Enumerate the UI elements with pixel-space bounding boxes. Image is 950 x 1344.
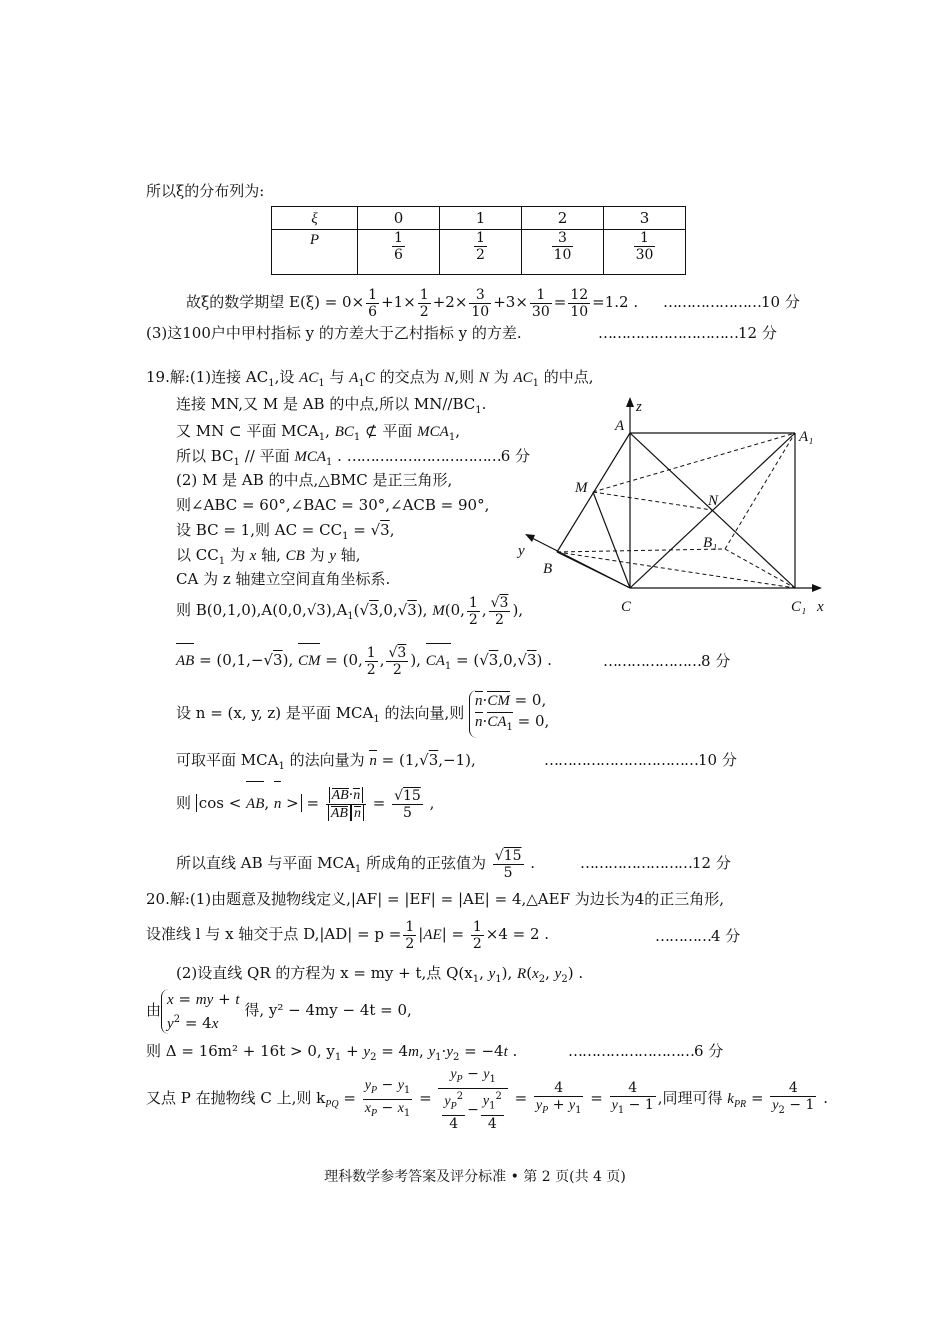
table-cell: ξ xyxy=(272,207,358,230)
q19-line-11: AB = (0,1,−√3), CM = (0, $\frac{1}{2}$ , $\frac{√3}{2}$ ), $CA_1 = (√3,0,√3)$ . xyxy=(176,642,552,685)
q20-line-6: 又点 P 在抛物线 C 上,则 $k_{PQ}$ = $\frac{y_P - y_1}{x_P - x_1}$ = $y_P - y_1$ $\frac{y_P^2}{4}$ − $\frac{y_1^2}{4}$ = $\frac{4}{y_P + y_1}$ = $\frac{4}{y_1 - 1}$ ,同理可得 $k_{PR}$ = $\frac{4}{y_2 - 1}$ . xyxy=(146,1066,828,1132)
label-a1: A₁ xyxy=(799,429,814,445)
label-n: N xyxy=(708,493,719,509)
label-x: x xyxy=(817,599,824,615)
table-cell: $\frac{1}{30}$ xyxy=(604,230,686,275)
table-cell: $\frac{1}{2}$ xyxy=(440,230,522,275)
q20-line-3: (2)设直线 QR 的方程为 x = my + t,点 $Q(x_1$, $y_1$), $R(x_2$, $y_2$) . xyxy=(176,964,584,985)
label-b: B xyxy=(543,561,553,577)
intro-line: 所以ξ的分布列为: xyxy=(146,182,265,200)
table-row xyxy=(272,230,686,275)
table-cell: 3 xyxy=(604,207,686,230)
label-c: C xyxy=(621,599,632,615)
score-mark: ……………………12 分 xyxy=(580,854,731,872)
y-arrow-icon xyxy=(525,534,535,542)
q19-line-1: 19.解:(1)连接 $AC_1$,设 $AC_1$ 与 $A_1C$ 的交点为 N,则 N 为 $AC_1$ 的中点, xyxy=(146,368,594,389)
q19-line-3: 又 MN ⊂ 平面 $MCA_1$, $BC_1$ ⊄ 平面 $MCA_1$, xyxy=(176,422,460,443)
q19-line-7: 设 BC = 1,则 AC = $CC_1 = √3$, xyxy=(176,521,395,542)
table-cell: 1 xyxy=(440,207,522,230)
q19-line-12: 设 n = (x, y, z) 是平面 $MCA_1$ 的法向量,则 n·CM = 0, $n\cdot CA_1 = 0$, xyxy=(176,690,549,742)
q19-line-8: 以 $CC_1$ 为 x 轴, CB 为 y 轴, xyxy=(176,546,361,567)
part3-line: (3)这100户中甲村指标 y 的方差大于乙村指标 y 的方差. xyxy=(146,324,522,342)
score-mark: …………………8 分 xyxy=(603,652,731,670)
x-arrow-icon xyxy=(812,584,822,592)
q20-line-4: 由x = my + t $y^2 = 4x$ 得, y² − 4my − 4t = 0, xyxy=(146,989,412,1032)
table-cell: 2 xyxy=(522,207,604,230)
q20-line-2: 设准线 l 与 x 轴交于点 D,|AD| = p = $\frac{1}{2}$ |AE| = $\frac{1}{2}$ ×4 = 2 . xyxy=(146,918,550,952)
label-y: y xyxy=(518,543,525,559)
q19-line-13: 可取平面 $MCA_1$ 的法向量为 n = (1,√3,−1), xyxy=(176,751,476,772)
table-cell: $\frac{3}{10}$ xyxy=(522,230,604,275)
dashed-m-n xyxy=(593,492,712,510)
q19-line-14: 则 cos < AB, n > = $\frac{AB\cdot n}{\text{AB n}}$ = $\frac{√15}{5}$ , xyxy=(176,780,434,827)
dashed-b-b1 xyxy=(557,549,725,552)
table-cell: P xyxy=(272,230,358,275)
expectation-line: 故ξ的数学期望 E(ξ) = 0× $\frac{1}{6}$ +1× $\frac{1}{2}$ +2× $\frac{3}{10}$ +3× $\frac{1}{30}$ = $\frac{12}{10}$ =1.2 . xyxy=(186,286,639,320)
score-mark: …………………………12 分 xyxy=(598,324,777,342)
table-cell: 0 xyxy=(358,207,440,230)
distribution-table xyxy=(271,206,686,275)
dashed-m-a1 xyxy=(593,433,795,492)
z-arrow-icon xyxy=(626,397,634,407)
q20-line-1: 20.解:(1)由题意及抛物线定义,|AF| = |EF| = |AE| = 4,△AEF 为边长为4的正三角形, xyxy=(146,890,725,908)
segment-m-c xyxy=(593,492,630,588)
q19-line-6: 则∠ABC = 60°,∠BAC = 30°,∠ACB = 90°, xyxy=(176,496,490,514)
label-b1: B₁ xyxy=(703,535,718,551)
q19-line-4: 所以 $BC_1$ // 平面 $MCA_1$ . ……………………………6 分 xyxy=(176,447,531,468)
q20-line-5: 则 Δ = 16m² + 16t > 0, $y_1 + y_2 = 4m$, $y_1\cdot y_2 = -4t$ . xyxy=(146,1042,518,1063)
q19-line-5: (2) M 是 AB 的中点,△BMC 是正三角形, xyxy=(176,471,453,489)
score-mark: …………4 分 xyxy=(655,927,741,945)
score-mark: ……………………………10 分 xyxy=(544,751,737,769)
page-footer: 理科数学参考答案及评分标准 • 第 2 页(共 4 页) xyxy=(324,1169,626,1185)
label-m: M xyxy=(575,480,588,496)
score-mark: …………………10 分 xyxy=(663,293,800,311)
q19-line-9: CA 为 z 轴建立空间直角坐标系. xyxy=(176,570,391,588)
label-c1: C₁ xyxy=(791,599,807,615)
label-z: z xyxy=(636,399,642,415)
label-a: A xyxy=(615,418,625,434)
q19-line-10: 则 $B(0,1,0),A(0,0,√3),A_1(√3,0,√3)$, M(0, $\frac{1}{2}$ , $\frac{√3}{2}$ ), xyxy=(176,594,524,628)
score-mark: ………………………6 分 xyxy=(568,1042,724,1060)
table-row xyxy=(272,207,686,230)
table-cell: $\frac{1}{6}$ xyxy=(358,230,440,275)
geometry-figure xyxy=(515,395,835,620)
q19-line-15: 所以直线 AB 与平面 $MCA_1$ 所成角的正弦值为 $\frac{√15}{5}$ . xyxy=(176,847,536,881)
q19-line-2: 连接 MN,又 M 是 AB 的中点,所以 $MN//BC_1$. xyxy=(176,395,487,416)
